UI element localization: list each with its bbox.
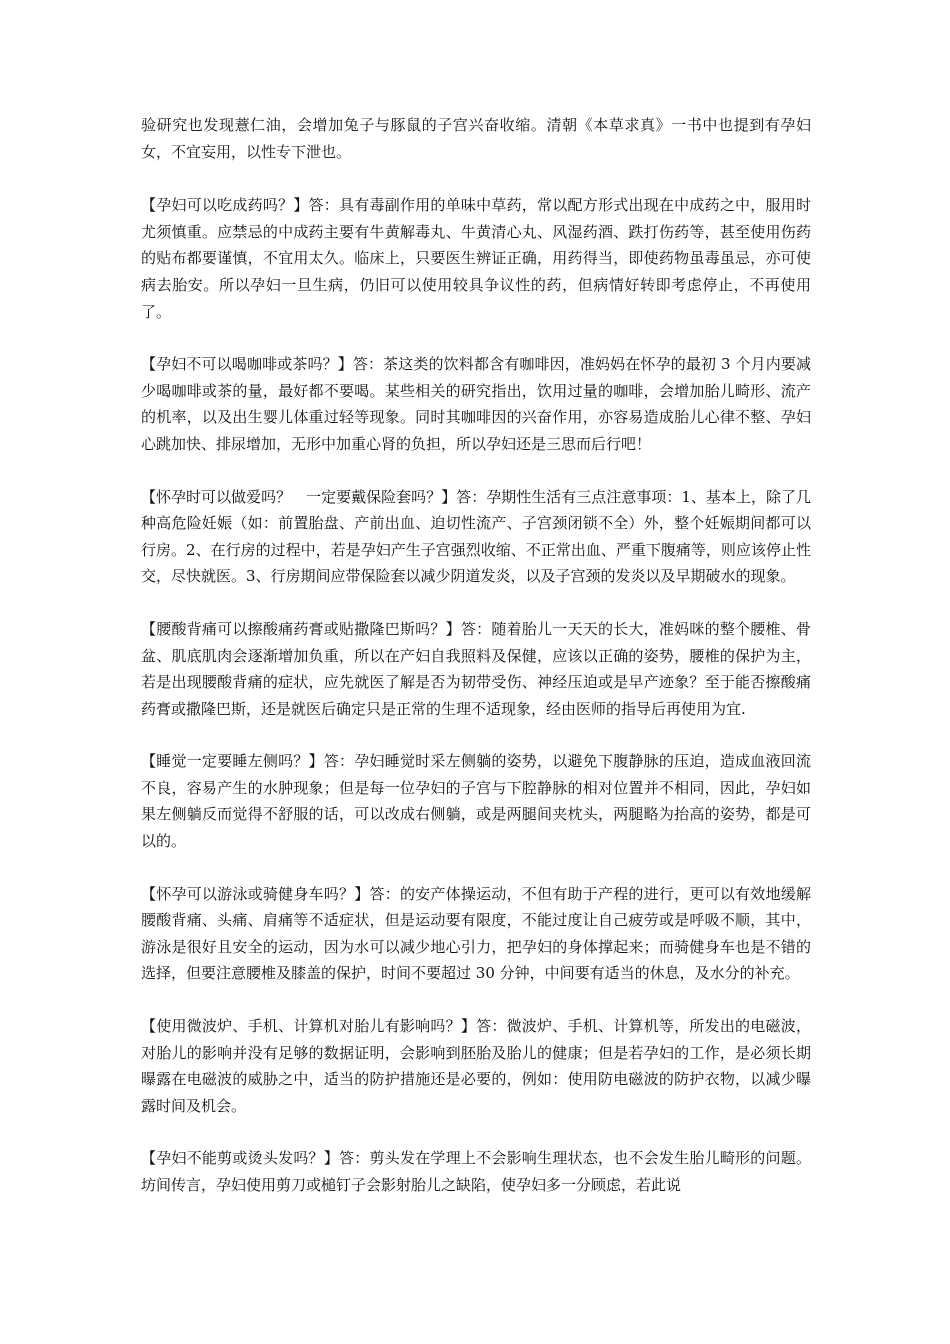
paragraph-sex-during-pregnancy: 【怀孕时可以做爱吗？ 一定要戴保险套吗？】答：孕期性生活有三点注意事项：1、基本上，除了几种高危险妊娠（如：前置胎盘、产前出血、迫切性流产、子宫颈闭锁不全）外，整个妊娠期间都可以行房。2、在行房的过程中，若是孕妇产生子宫强烈收缩、不正常出血、严重下腹痛等，则应该停止性交，尽快就医。3、行房期间应带保险套以减少阴道发炎，以及子宫颈的发炎以及早期破水的现象。 [141, 487, 811, 586]
document-page [141, 112, 811, 1225]
paragraph-coix-seed-oil: 验研究也发现薏仁油，会增加兔子与豚鼠的子宫兴奋收缩。清朝《本草求真》一书中也提到有孕妇女，不宜妄用，以性专下泄也。 [141, 116, 811, 161]
paragraph-haircut: 【孕妇不能剪或烫头发吗？】答：剪头发在学理上不会影响生理状态，也不会发生胎儿畸形的问题。坊间传言，孕妇使用剪刀或槌钉子会影射胎儿之缺陷，使孕妇多一分顾虑，若此说 [141, 1149, 811, 1194]
paragraph-swimming-cycling: 【怀孕可以游泳或骑健身车吗？】答：的安产体操运动，不但有助于产程的进行，更可以有效地缓解腰酸背痛、头痛、肩痛等不适症状，但是运动要有限度，不能过度让自己疲劳或是呼吸不顺，其中，游泳是很好且安全的运动，因为水可以减少地心引力，把孕妇的身体撑起来；而骑健身车也是不错的选择，但要注意腰椎及膝盖的保护，时间不要超过 30 分钟，中间要有适当的休息，及水分的补充。 [141, 884, 811, 983]
paragraph-coffee-tea: 【孕妇不可以喝咖啡或茶吗？】答：茶这类的饮料都含有咖啡因，准妈妈在怀孕的最初 3 个月内要减少喝咖啡或茶的量，最好都不要喝。某些相关的研究指出，饮用过量的咖啡，会增加胎儿畸形、流产的机率，以及出生婴儿体重过轻等现象。同时其咖啡因的兴奋作用，亦容易造成胎儿心律不整、孕妇心跳加快、排尿增加，无形中加重心肾的负担，所以孕妇还是三思而后行吧！ [141, 355, 811, 453]
paragraph-sleep-left-side: 【睡觉一定要睡左侧吗？】答：孕妇睡觉时采左侧躺的姿势，以避免下腹静脉的压迫，造成血液回流不良，容易产生的水肿现象；但是每一位孕妇的子宫与下腔静脉的相对位置并不相同，因此，孕妇如果左侧躺反而觉得不舒服的话，可以改成右侧躺，或是两腿间夹枕头，两腿略为抬高的姿势，都是可以的。 [141, 752, 811, 851]
paragraph-patent-medicine: 【孕妇可以吃成药吗？】答：具有毒副作用的单味中草药，常以配方形式出现在中成药之中，服用时尤须慎重。应禁忌的中成药主要有牛黄解毒丸、牛黄清心丸、风湿药酒、跌打伤药等，甚至使用伤药的贴布都要谨慎，不宜用太久。临床上，只要医生辨证正确，用药得当，即使药物虽毒虽忌，亦可使病去胎安。所以孕妇一旦生病，仍旧可以使用较具争议性的药，但病情好转即考虑停止，不再使用了。 [141, 196, 811, 321]
paragraph-electromagnetic: 【使用微波炉、手机、计算机对胎儿有影响吗？】答：微波炉、手机、计算机等，所发出的电磁波，对胎儿的影响并没有足够的数据证明，会影响到胚胎及胎儿的健康；但是若孕妇的工作，是必须长期曝露在电磁波的威胁之中，适当的防护措施还是必要的，例如：使用防电磁波的防护衣物，以减少曝露时间及机会。 [141, 1017, 811, 1115]
paragraph-back-pain: 【腰酸背痛可以擦酸痛药膏或贴撒隆巴斯吗？】答：随着胎儿一天天的长大，准妈咪的整个腰椎、骨盆、肌底肌肉会逐渐增加负重，所以在产妇自我照料及保健，应该以正确的姿势，腰椎的保护为主，若是出现腰酸背痛的症状，应先就医了解是否为韧带受伤、神经压迫或是早产迹象？至于能否擦酸痛药膏或撒隆巴斯，还是就医后确定只是正常的生理不适现象，经由医师的指导后再使用为宜. [141, 619, 811, 718]
